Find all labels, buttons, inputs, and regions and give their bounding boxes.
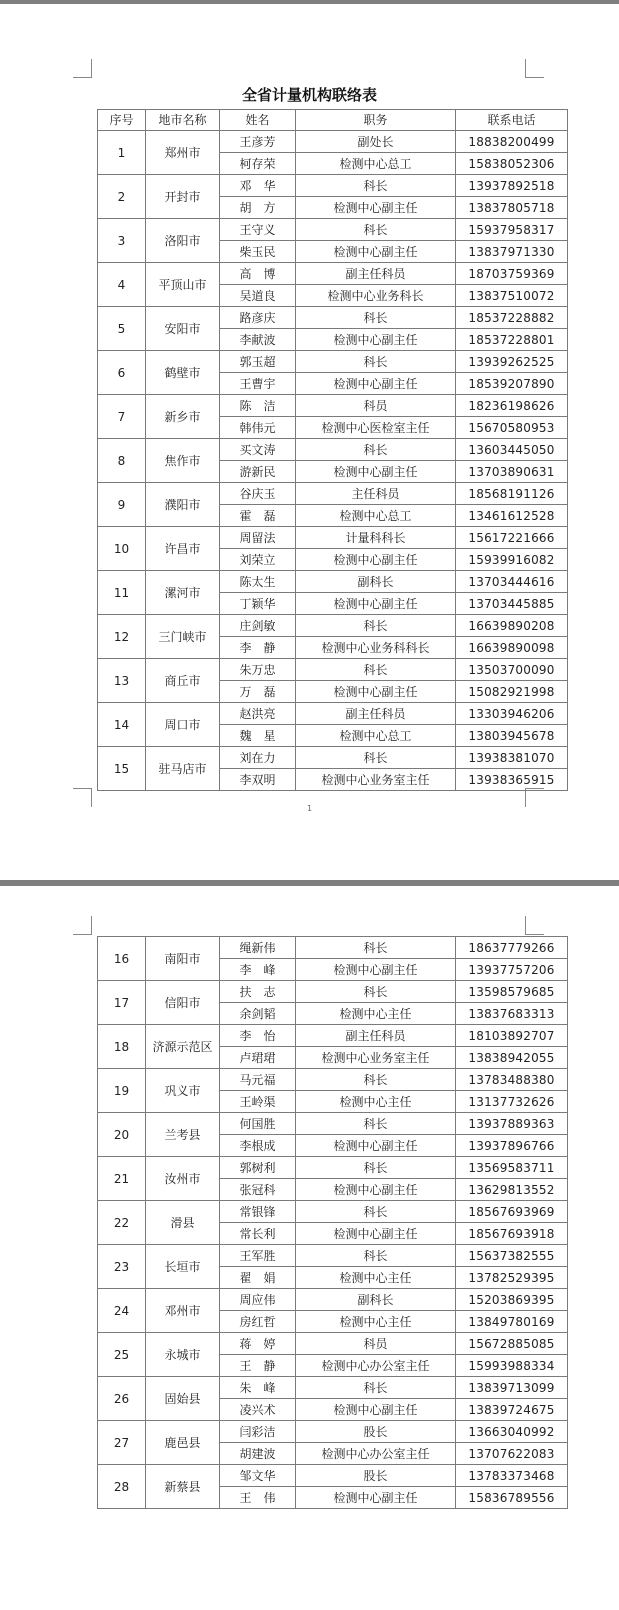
contacts-table-continued xyxy=(97,936,568,1509)
table-row xyxy=(98,527,568,549)
cell-phone: 13603445050 xyxy=(456,439,568,461)
cell-seq-no: 12 xyxy=(98,615,146,659)
cell-position: 科长 xyxy=(296,981,456,1003)
header-no: 序号 xyxy=(98,110,146,131)
cell-city: 焦作市 xyxy=(146,439,220,483)
cell-city: 南阳市 xyxy=(146,937,220,981)
table-row xyxy=(98,981,568,1003)
cell-position: 科长 xyxy=(296,659,456,681)
cell-position: 检测中心医检室主任 xyxy=(296,417,456,439)
cell-phone: 13663040992 xyxy=(456,1421,568,1443)
cell-seq-no: 9 xyxy=(98,483,146,527)
cell-phone: 13837683313 xyxy=(456,1003,568,1025)
cell-phone: 13783373468 xyxy=(456,1465,568,1487)
cell-phone: 18568191126 xyxy=(456,483,568,505)
cell-phone: 18537228882 xyxy=(456,307,568,329)
table-row xyxy=(98,175,568,197)
cell-phone: 15637382555 xyxy=(456,1245,568,1267)
cell-name: 庄剑敏 xyxy=(220,615,296,637)
cell-name: 买文涛 xyxy=(220,439,296,461)
cell-phone: 13938381070 xyxy=(456,747,568,769)
document-page-2 xyxy=(0,886,619,1610)
cell-city: 鹿邑县 xyxy=(146,1421,220,1465)
cell-name: 张冠科 xyxy=(220,1179,296,1201)
cell-city: 许昌市 xyxy=(146,527,220,571)
cell-phone: 13849780169 xyxy=(456,1311,568,1333)
cell-phone: 13837971330 xyxy=(456,241,568,263)
cell-name: 扶 志 xyxy=(220,981,296,1003)
cell-phone: 13303946206 xyxy=(456,703,568,725)
cell-position: 检测中心主任 xyxy=(296,1091,456,1113)
cell-name: 王岭渠 xyxy=(220,1091,296,1113)
table-row xyxy=(98,615,568,637)
cell-phone: 13782529395 xyxy=(456,1267,568,1289)
cell-position: 检测中心总工 xyxy=(296,153,456,175)
cell-city: 鹤壁市 xyxy=(146,351,220,395)
cell-seq-no: 16 xyxy=(98,937,146,981)
cell-name: 赵洪亮 xyxy=(220,703,296,725)
cell-name: 路彦庆 xyxy=(220,307,296,329)
cell-city: 济源示范区 xyxy=(146,1025,220,1069)
cell-phone: 13629813552 xyxy=(456,1179,568,1201)
table-row xyxy=(98,395,568,417)
table-row xyxy=(98,131,568,153)
cell-name: 胡建波 xyxy=(220,1443,296,1465)
table-row xyxy=(98,1025,568,1047)
cell-name: 刘荣立 xyxy=(220,549,296,571)
cell-position: 科长 xyxy=(296,1201,456,1223)
cell-position: 检测中心办公室主任 xyxy=(296,1355,456,1377)
cell-name: 周应伟 xyxy=(220,1289,296,1311)
table-row xyxy=(98,1157,568,1179)
cell-phone: 15617221666 xyxy=(456,527,568,549)
cell-position: 检测中心副主任 xyxy=(296,197,456,219)
cell-seq-no: 20 xyxy=(98,1113,146,1157)
cell-phone: 18838200499 xyxy=(456,131,568,153)
cell-position: 检测中心副主任 xyxy=(296,1399,456,1421)
cell-name: 韩伟元 xyxy=(220,417,296,439)
cell-phone: 13503700090 xyxy=(456,659,568,681)
cell-seq-no: 8 xyxy=(98,439,146,483)
cell-position: 检测中心总工 xyxy=(296,505,456,527)
cell-city: 平顶山市 xyxy=(146,263,220,307)
cell-name: 李献波 xyxy=(220,329,296,351)
cell-seq-no: 7 xyxy=(98,395,146,439)
cell-seq-no: 18 xyxy=(98,1025,146,1069)
cell-name: 王军胜 xyxy=(220,1245,296,1267)
cell-name: 翟 娟 xyxy=(220,1267,296,1289)
cell-position: 科员 xyxy=(296,395,456,417)
header-name: 姓名 xyxy=(220,110,296,131)
cell-position: 科长 xyxy=(296,1069,456,1091)
cell-phone: 13703445885 xyxy=(456,593,568,615)
cell-position: 科长 xyxy=(296,439,456,461)
cell-position: 检测中心副主任 xyxy=(296,681,456,703)
cell-phone: 13839724675 xyxy=(456,1399,568,1421)
cell-phone: 15937958317 xyxy=(456,219,568,241)
cell-city: 驻马店市 xyxy=(146,747,220,791)
cell-city: 兰考县 xyxy=(146,1113,220,1157)
cell-phone: 13803945678 xyxy=(456,725,568,747)
cell-position: 副主任科员 xyxy=(296,263,456,285)
cell-name: 刘在力 xyxy=(220,747,296,769)
cell-phone: 18103892707 xyxy=(456,1025,568,1047)
cell-city: 三门峡市 xyxy=(146,615,220,659)
cell-phone: 15082921998 xyxy=(456,681,568,703)
cell-position: 检测中心业务室主任 xyxy=(296,1047,456,1069)
cell-position: 检测中心副主任 xyxy=(296,329,456,351)
cell-seq-no: 3 xyxy=(98,219,146,263)
cell-phone: 15672885085 xyxy=(456,1333,568,1355)
cell-position: 检测中心副主任 xyxy=(296,593,456,615)
table-row xyxy=(98,307,568,329)
cell-position: 检测中心副主任 xyxy=(296,1223,456,1245)
cell-position: 检测中心总工 xyxy=(296,725,456,747)
cell-city: 滑县 xyxy=(146,1201,220,1245)
cell-name: 谷庆玉 xyxy=(220,483,296,505)
cell-phone: 13838942055 xyxy=(456,1047,568,1069)
cell-name: 李双明 xyxy=(220,769,296,791)
cell-seq-no: 11 xyxy=(98,571,146,615)
cell-position: 股长 xyxy=(296,1465,456,1487)
cell-position: 副科长 xyxy=(296,1289,456,1311)
cell-name: 马元福 xyxy=(220,1069,296,1091)
cell-position: 科长 xyxy=(296,747,456,769)
cell-name: 房红哲 xyxy=(220,1311,296,1333)
cell-name: 王 静 xyxy=(220,1355,296,1377)
cell-phone: 18567693918 xyxy=(456,1223,568,1245)
table-row xyxy=(98,747,568,769)
cell-position: 科长 xyxy=(296,937,456,959)
cell-position: 副主任科员 xyxy=(296,1025,456,1047)
table-row xyxy=(98,1333,568,1355)
cell-city: 濮阳市 xyxy=(146,483,220,527)
cell-phone: 15838052306 xyxy=(456,153,568,175)
cell-phone: 13937889363 xyxy=(456,1113,568,1135)
cell-seq-no: 13 xyxy=(98,659,146,703)
cell-phone: 18236198626 xyxy=(456,395,568,417)
cell-name: 常长利 xyxy=(220,1223,296,1245)
cell-name: 何国胜 xyxy=(220,1113,296,1135)
cell-name: 柴玉民 xyxy=(220,241,296,263)
cell-city: 新蔡县 xyxy=(146,1465,220,1509)
table-row xyxy=(98,263,568,285)
table-row xyxy=(98,1421,568,1443)
cell-phone: 13837805718 xyxy=(456,197,568,219)
cell-position: 科长 xyxy=(296,615,456,637)
page-corner-mark xyxy=(73,59,92,78)
cell-seq-no: 19 xyxy=(98,1069,146,1113)
cell-name: 李根成 xyxy=(220,1135,296,1157)
cell-name: 周留法 xyxy=(220,527,296,549)
cell-name: 吴道良 xyxy=(220,285,296,307)
cell-name: 王守义 xyxy=(220,219,296,241)
cell-seq-no: 15 xyxy=(98,747,146,791)
table-row xyxy=(98,1465,568,1487)
page-number: 1 xyxy=(306,804,313,813)
cell-position: 科员 xyxy=(296,1333,456,1355)
cell-phone: 15670580953 xyxy=(456,417,568,439)
cell-name: 朱 峰 xyxy=(220,1377,296,1399)
cell-phone: 18539207890 xyxy=(456,373,568,395)
contacts-table xyxy=(97,109,568,791)
cell-phone: 16639890098 xyxy=(456,637,568,659)
cell-city: 永城市 xyxy=(146,1333,220,1377)
cell-city: 开封市 xyxy=(146,175,220,219)
cell-seq-no: 17 xyxy=(98,981,146,1025)
cell-name: 李 峰 xyxy=(220,959,296,981)
table-row xyxy=(98,1289,568,1311)
cell-name: 霍 磊 xyxy=(220,505,296,527)
table-row xyxy=(98,937,568,959)
cell-city: 漯河市 xyxy=(146,571,220,615)
table-row xyxy=(98,1201,568,1223)
cell-phone: 13137732626 xyxy=(456,1091,568,1113)
cell-name: 余剑韬 xyxy=(220,1003,296,1025)
cell-position: 检测中心副主任 xyxy=(296,1487,456,1509)
cell-position: 副主任科员 xyxy=(296,703,456,725)
table-row xyxy=(98,571,568,593)
header-city: 地市名称 xyxy=(146,110,220,131)
cell-phone: 13839713099 xyxy=(456,1377,568,1399)
cell-name: 陈 洁 xyxy=(220,395,296,417)
cell-position: 检测中心主任 xyxy=(296,1267,456,1289)
cell-position: 科长 xyxy=(296,1157,456,1179)
cell-position: 股长 xyxy=(296,1421,456,1443)
cell-seq-no: 21 xyxy=(98,1157,146,1201)
cell-name: 朱万忠 xyxy=(220,659,296,681)
cell-city: 长垣市 xyxy=(146,1245,220,1289)
cell-name: 卢珺珺 xyxy=(220,1047,296,1069)
cell-name: 游新民 xyxy=(220,461,296,483)
cell-position: 科长 xyxy=(296,1113,456,1135)
cell-position: 检测中心副主任 xyxy=(296,461,456,483)
cell-city: 周口市 xyxy=(146,703,220,747)
cell-phone: 18537228801 xyxy=(456,329,568,351)
cell-position: 科长 xyxy=(296,1245,456,1267)
cell-name: 蒋 婷 xyxy=(220,1333,296,1355)
cell-position: 检测中心副主任 xyxy=(296,1135,456,1157)
cell-name: 郭玉超 xyxy=(220,351,296,373)
cell-position: 检测中心主任 xyxy=(296,1311,456,1333)
cell-position: 检测中心业务科长 xyxy=(296,285,456,307)
cell-phone: 18703759369 xyxy=(456,263,568,285)
cell-city: 邓州市 xyxy=(146,1289,220,1333)
cell-seq-no: 27 xyxy=(98,1421,146,1465)
cell-name: 邹文华 xyxy=(220,1465,296,1487)
cell-position: 科长 xyxy=(296,175,456,197)
cell-phone: 13569583711 xyxy=(456,1157,568,1179)
cell-phone: 13461612528 xyxy=(456,505,568,527)
cell-position: 检测中心副主任 xyxy=(296,373,456,395)
cell-phone: 13703890631 xyxy=(456,461,568,483)
cell-name: 胡 方 xyxy=(220,197,296,219)
cell-phone: 13937757206 xyxy=(456,959,568,981)
cell-name: 王 伟 xyxy=(220,1487,296,1509)
cell-seq-no: 22 xyxy=(98,1201,146,1245)
cell-city: 郑州市 xyxy=(146,131,220,175)
header-position: 职务 xyxy=(296,110,456,131)
cell-name: 魏 星 xyxy=(220,725,296,747)
page-corner-mark xyxy=(525,59,544,78)
header-phone: 联系电话 xyxy=(456,110,568,131)
cell-name: 王彦芳 xyxy=(220,131,296,153)
cell-phone: 13937896766 xyxy=(456,1135,568,1157)
cell-position: 检测中心副主任 xyxy=(296,959,456,981)
cell-seq-no: 26 xyxy=(98,1377,146,1421)
page-corner-mark xyxy=(525,916,544,935)
cell-phone: 13707622083 xyxy=(456,1443,568,1465)
cell-name: 闫彩洁 xyxy=(220,1421,296,1443)
cell-name: 邓 华 xyxy=(220,175,296,197)
cell-city: 商丘市 xyxy=(146,659,220,703)
cell-phone: 13939262525 xyxy=(456,351,568,373)
cell-seq-no: 25 xyxy=(98,1333,146,1377)
cell-city: 巩义市 xyxy=(146,1069,220,1113)
cell-city: 安阳市 xyxy=(146,307,220,351)
table-row xyxy=(98,219,568,241)
cell-name: 丁颖华 xyxy=(220,593,296,615)
cell-name: 绳新伟 xyxy=(220,937,296,959)
cell-phone: 13703444616 xyxy=(456,571,568,593)
cell-position: 检测中心业务科科长 xyxy=(296,637,456,659)
table-row xyxy=(98,659,568,681)
cell-phone: 13783488380 xyxy=(456,1069,568,1091)
cell-phone: 15203869395 xyxy=(456,1289,568,1311)
table-row xyxy=(98,1113,568,1135)
cell-position: 检测中心办公室主任 xyxy=(296,1443,456,1465)
document-title: 全省计量机构联络表 xyxy=(241,86,377,104)
table-row xyxy=(98,439,568,461)
cell-phone: 13938365915 xyxy=(456,769,568,791)
table-row xyxy=(98,703,568,725)
cell-city: 新乡市 xyxy=(146,395,220,439)
cell-position: 科长 xyxy=(296,219,456,241)
cell-seq-no: 1 xyxy=(98,131,146,175)
table-row xyxy=(98,1069,568,1091)
cell-position: 检测中心业务室主任 xyxy=(296,769,456,791)
table-row xyxy=(98,1377,568,1399)
cell-seq-no: 23 xyxy=(98,1245,146,1289)
cell-name: 柯存荣 xyxy=(220,153,296,175)
cell-position: 计量科科长 xyxy=(296,527,456,549)
cell-city: 洛阳市 xyxy=(146,219,220,263)
cell-seq-no: 4 xyxy=(98,263,146,307)
cell-phone: 18567693969 xyxy=(456,1201,568,1223)
cell-position: 副处长 xyxy=(296,131,456,153)
cell-seq-no: 28 xyxy=(98,1465,146,1509)
cell-name: 高 博 xyxy=(220,263,296,285)
cell-name: 李 静 xyxy=(220,637,296,659)
cell-phone: 13837510072 xyxy=(456,285,568,307)
cell-position: 科长 xyxy=(296,351,456,373)
table-row xyxy=(98,483,568,505)
cell-name: 凌兴术 xyxy=(220,1399,296,1421)
document-page-1 xyxy=(0,4,619,880)
cell-position: 检测中心副主任 xyxy=(296,1179,456,1201)
cell-phone: 15993988334 xyxy=(456,1355,568,1377)
table-row xyxy=(98,1245,568,1267)
cell-name: 李 怡 xyxy=(220,1025,296,1047)
table-row xyxy=(98,351,568,373)
cell-phone: 15939916082 xyxy=(456,549,568,571)
page-corner-mark xyxy=(73,916,92,935)
cell-position: 科长 xyxy=(296,1377,456,1399)
cell-name: 郭树利 xyxy=(220,1157,296,1179)
cell-seq-no: 14 xyxy=(98,703,146,747)
cell-phone: 13598579685 xyxy=(456,981,568,1003)
cell-city: 信阳市 xyxy=(146,981,220,1025)
cell-phone: 13937892518 xyxy=(456,175,568,197)
cell-seq-no: 6 xyxy=(98,351,146,395)
cell-position: 检测中心副主任 xyxy=(296,549,456,571)
cell-phone: 16639890208 xyxy=(456,615,568,637)
cell-position: 检测中心副主任 xyxy=(296,241,456,263)
cell-name: 万 磊 xyxy=(220,681,296,703)
cell-position: 检测中心主任 xyxy=(296,1003,456,1025)
cell-seq-no: 2 xyxy=(98,175,146,219)
table-header-row xyxy=(98,110,568,131)
cell-phone: 18637779266 xyxy=(456,937,568,959)
cell-position: 副科长 xyxy=(296,571,456,593)
cell-city: 固始县 xyxy=(146,1377,220,1421)
cell-phone: 15836789556 xyxy=(456,1487,568,1509)
cell-position: 主任科员 xyxy=(296,483,456,505)
cell-city: 汝州市 xyxy=(146,1157,220,1201)
cell-name: 陈太生 xyxy=(220,571,296,593)
cell-seq-no: 10 xyxy=(98,527,146,571)
cell-name: 常银锋 xyxy=(220,1201,296,1223)
cell-seq-no: 24 xyxy=(98,1289,146,1333)
cell-name: 王曹宇 xyxy=(220,373,296,395)
cell-seq-no: 5 xyxy=(98,307,146,351)
cell-position: 科长 xyxy=(296,307,456,329)
